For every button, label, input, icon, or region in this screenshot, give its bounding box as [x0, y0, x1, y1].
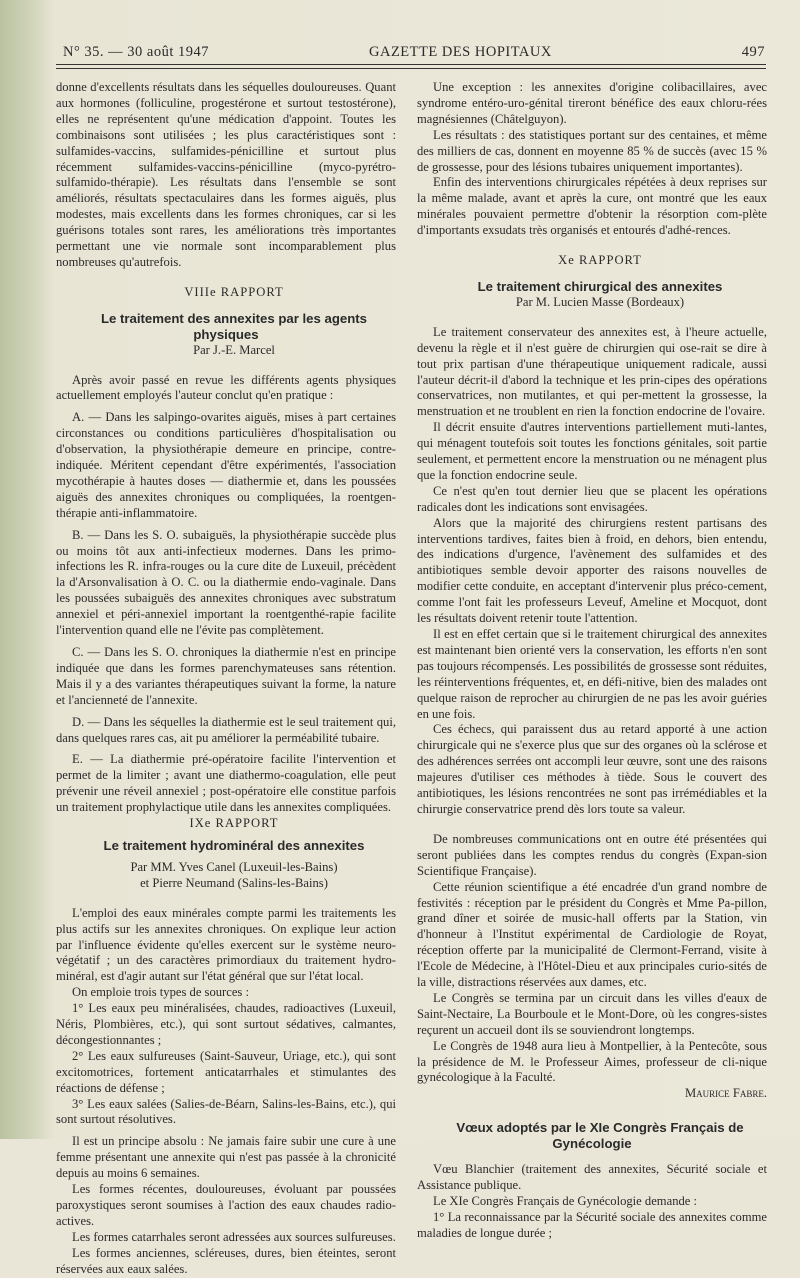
- paragraph: Il est en effet certain que si le traitement chirurgical des annexites est maintenant bien orienté vers la conservation, les efforts n'en sont pas toujours récompensés. Les possibilités de grossesse sont réduites, les réinterventions fréquentes, et, en défi-nitive, bien des malades ont quelque raison de reprocher au chirurgien de ne pas les avoir guéries en une fois.: [417, 627, 767, 721]
- signature: Maurice Fabre.: [684, 1086, 767, 1101]
- paragraph: De nombreuses communications ont en outre été présentées qui seront publiées dans les comptes rendus du congrès (Expan-sion Scientifique Française).: [417, 831, 767, 878]
- paragraph: Après avoir passé en revue les différents agents physiques actuellement employés l'auteur conclut qu'en pratique :: [56, 372, 396, 403]
- byline: Par M. Lucien Masse (Bordeaux): [515, 294, 685, 309]
- journal-title: GAZETTE DES HOPITAUX: [369, 44, 552, 60]
- section-heading: IXe RAPPORT: [189, 816, 279, 831]
- paragraph: Les résultats : des statistiques portant sur des centaines, et même des milliers de cas, donnent en moyenne 85 % de succès (avec 15 % de grossesse, pour des lésions tubaires uniquement importantes).: [417, 127, 767, 174]
- article-title: Le traitement hydrominéral des annexites: [103, 837, 365, 853]
- header-rule-thin: [56, 68, 766, 69]
- paragraph: Les formes catarrhales seront adressées aux sources sulfureuses.: [72, 1229, 396, 1244]
- paragraph: 2° Les eaux sulfureuses (Saint-Sauveur, Uriage, etc.), qui sont excitomotrices, fortement anticatarrhales et stimulantes des réactions de défense ;: [56, 1048, 396, 1095]
- paragraph: Ces échecs, qui paraissent dus au retard apporté à une action chirurgicale qui ne s'exerce plus que sur des organes où la sclérose et des adhérences serrées ont accompli leur œuvre, sont une des raisons majeures d'utiliser ces méthodes à tiède. Sous le couvert des antibiotiques, les lésions rencontrées ne sont pas irrémédiables et la chirurgie conservatrice prend dès lors toute sa valeur.: [417, 722, 767, 816]
- right-column: [417, 80, 767, 1242]
- paragraph: Cette réunion scientifique a été encadrée d'un grand nombre de festivités : réception par le président du Congrès et Mme Pa-pillon, grand dîner et soirée de music-hall offerts par la Station, vin d'honneur à l'Institut expérimental de Cardiologie de Royat, réception offerte par la municipalité de Clermont-Ferrand, visite à l'Ecole de Médecine, à l'Hôtel-Dieu et aux principales curio-sités de la ville, distractions réservées aux dames, etc.: [417, 879, 767, 990]
- paragraph: 3° Les eaux salées (Salies-de-Béarn, Salins-les-Bains, etc.), qui sont surtout résolutives.: [56, 1096, 396, 1127]
- issue-date: N° 35. — 30 août 1947: [63, 44, 209, 60]
- article-title: Vœux adoptés par le XIe Congrès Français de Gynécologie: [456, 1120, 744, 1152]
- page-header: [55, 44, 765, 66]
- paragraph: A. — Dans les salpingo-ovarites aiguës, mises à part certaines circonstances ou conditions particulières d'hospitalisation ou d'observation, la physiothérapie demeure en principe, contre-indiquée. Méritent cependant d'être expérimentés, l'association mycothérapie à hautes doses — diathermie et, dans les poussées aiguës des annexites chroniques ou compliquées, la roentgen-thérapie anti-inflammatoire.: [56, 410, 396, 520]
- left-column: [56, 80, 396, 1278]
- section-heading: VIIIe RAPPORT: [184, 284, 284, 299]
- paragraph: Le XIe Congrès Français de Gynécologie demande :: [433, 1193, 698, 1208]
- byline: Par MM. Yves Canel (Luxeuil-les-Bains): [130, 859, 338, 874]
- paragraph: Alors que la majorité des chirurgiens restent partisans des interventions tardives, faites bien à froid, en dehors, bien entendu, des indications d'urgence, l'avènement des sulfamides et des antibiotiques semble devoir apporter des raisons nouvelles de modifier cette conduite, en acceptant d'intervenir plus préco-cement, comme l'ont fait les professeurs Leveuf, Ameline et Mocquot, dont les résultats doivent retenir toute l'attention.: [417, 515, 767, 626]
- article-title: Le traitement chirurgical des annexites: [477, 278, 723, 294]
- header-rule: [56, 64, 766, 65]
- paragraph: Les formes récentes, douloureuses, évoluant par poussées paroxystiques seront soumises à l'action des eaux chaudes radio-actives.: [56, 1182, 396, 1228]
- paragraph: Enfin des interventions chirurgicales répétées à deux reprises sur la même malade, avant et après la cure, ont montré que les eaux minérales pouvaient permettre d'obtenir la résorption com-plète d'importants exsudats très organisés et entourés d'adhé-rences.: [417, 175, 767, 238]
- paragraph: Le Congrès se termina par un circuit dans les villes d'eaux de Saint-Nectaire, La Bourboule et le Mont-Dore, où les congres-sistes reçurent un accueil dont ils se souviendront longtemps.: [417, 990, 767, 1037]
- paragraph: donne d'excellents résultats dans les séquelles douloureuses. Quant aux hormones (folliculine, progestérone et surtout testostérone), elles ne représentent qu'une médication d'appoint. Toutes les combinaisons sont utilisées ; les plus caractéristiques sont : sulfamides-vaccins, sulfamides-pénicilline et surtout plus récemment sulfamides-vaccins-pénicilline (myco-pyrétro-sulfamido-thérapie). Les résultats dans l'ensemble se sont améliorés, résultats spectaculaires dans les formes aiguës, plus modestes, mais excellents dans les formes chroniques, car si les guérisons totales sont rares, les améliorations très importantes permettant une vie normale sont incomparablement plus nombreuses qu'autrefois.: [56, 80, 396, 269]
- byline: et Pierre Neumand (Salins-les-Bains): [140, 875, 328, 890]
- paragraph: Ce n'est qu'en tout dernier lieu que se placent les opérations radicales dont les indications sont envisagées.: [417, 483, 767, 514]
- paragraph: Les formes anciennes, scléreuses, dures, bien éteintes, seront réservées aux eaux salées.: [56, 1245, 396, 1276]
- paragraph: L'emploi des eaux minérales compte parmi les traitements les plus actifs sur les annexites chroniques. On explique leur action par l'influence évidente qu'elles exercent sur le système neuro-végétatif ; un des caractères primordiaux du traitement hydro-minéral, est d'agir autant sur l'état général que sur l'état local.: [56, 905, 396, 984]
- byline: Par J.-E. Marcel: [193, 342, 275, 357]
- paragraph: C. — Dans les S. O. chroniques la diathermie n'est en principe indiquée que dans les formes parenchymateuses sans rétention. Mais il y a des variantes thérapeutiques suivant la forme, la nature et l'ancienneté de l'annexite.: [56, 645, 396, 707]
- paragraph: D. — Dans les séquelles la diathermie est le seul traitement qui, dans quelques rares cas, ait pu améliorer la perméabilité tubaire.: [56, 714, 396, 745]
- paragraph: Il décrit ensuite d'autres interventions partiellement muti-lantes, qui ménagent toutefois soit toutes les fonctions génitales, soit partie seulement, et permettent encore la menstruation ou ne ménagent plus que la fonction endocrine seule.: [417, 420, 767, 482]
- paragraph: On emploie trois types de sources :: [72, 985, 249, 1000]
- article-title: Le traitement des annexites par les agents physiques: [100, 310, 368, 342]
- paragraph: Le traitement conservateur des annexites est, à l'heure actuelle, devenu la règle et il n'est guère de chirurgien qui ose-rait se dire à tout prix partisan d'une thérapeutique uniquement radicale, aussi l'auteur décrit-il d'abord la technique et les prin-cipes des opérations conservatrices, non mutilantes, et qui per-mettent la grossesse, la menstruation et ne troublent en rien la fonction endocrine de l'ovaire.: [417, 324, 767, 419]
- paragraph: 1° Les eaux peu minéralisées, chaudes, radioactives (Luxeuil, Néris, Plombières, etc.), qui sont surtout sédatives, calmantes, décongestionnantes ;: [56, 1001, 396, 1047]
- paragraph: Le Congrès de 1948 aura lieu à Montpellier, à la Pentecôte, sous la présidence de M. le Professeur Aimes, professeur de cli-nique gynécologique à la Faculté.: [417, 1038, 767, 1085]
- paragraph: E. — La diathermie pré-opératoire facilite l'intervention et permet de la limiter ; avant une diathermo-coagulation, elle peut prévenir une réveil annexiel ; post-opératoire elle constitue parfois un traitement prophylactique utile dans les annexites compliquées.: [56, 752, 396, 815]
- paragraph: Vœu Blanchier (traitement des annexites, Sécurité sociale et Assistance publique.: [417, 1162, 767, 1192]
- page-number: 497: [741, 44, 765, 60]
- paragraph: Il est un principe absolu : Ne jamais faire subir une cure à une femme présentant une annexite qui n'est pas passée à la chronicité depuis au moins 6 semaines.: [56, 1134, 396, 1181]
- section-heading: Xe RAPPORT: [558, 253, 642, 268]
- paragraph: B. — Dans les S. O. subaiguës, la physiothérapie succède plus ou moins tôt aux anti-infectieux modernes. Dans les primo-infections les R. infra-rouges ou la cure dite de Luxeuil, précèdent la d'Arsonvalisation à O. C. ou la diathermie endo-vaginale. Dans les poussées subaiguës des annexites chroniques avec substratum annexiel et péri-annexiel important la roentgenthé-rapie facilite l'intervention quand elle ne l'évite pas complètement.: [56, 527, 396, 638]
- paragraph: 1° La reconnaissance par la Sécurité sociale des annexites comme maladies de longue durée ;: [417, 1209, 767, 1240]
- paragraph: Une exception : les annexites d'origine colibacillaires, avec syndrome entéro-uro-génital tireront bénéfice des eaux chloru-rées magnésiennes (Châtelguyon).: [417, 80, 767, 126]
